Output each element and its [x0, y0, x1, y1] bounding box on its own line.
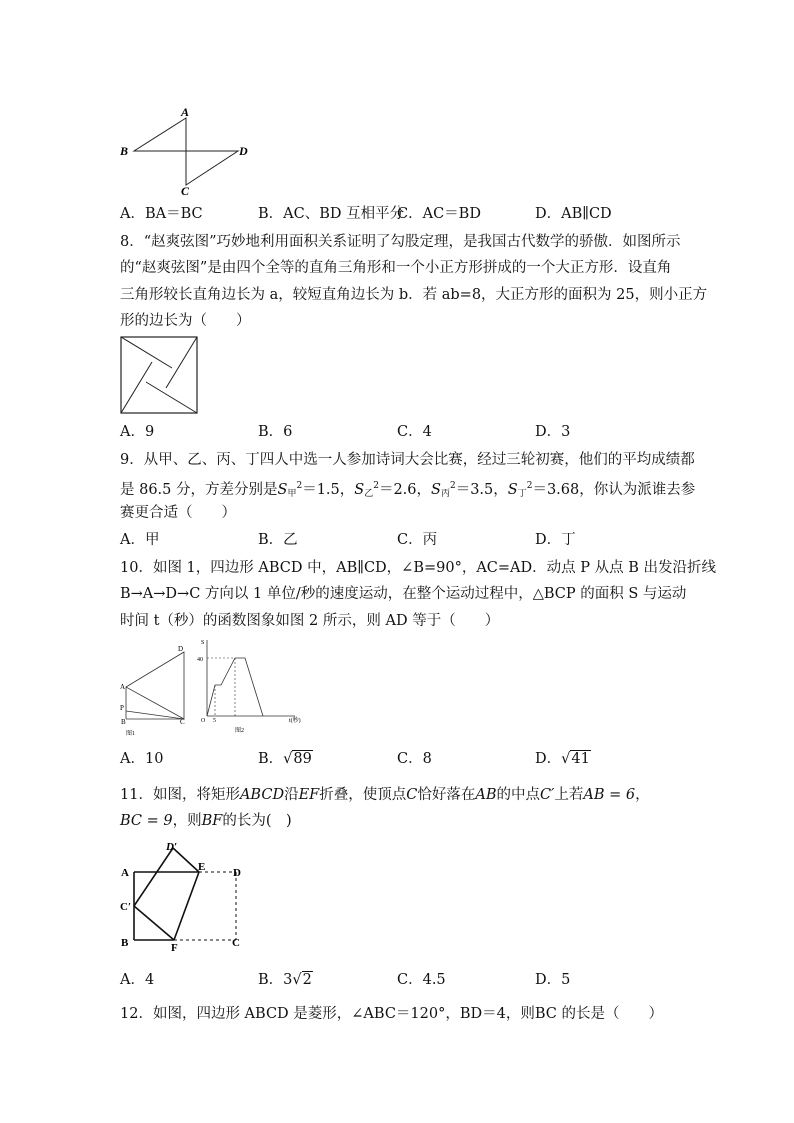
q9-line-1: 9．从甲、乙、丙、丁四人中选一人参加诗词大会比赛，经过三轮初赛，他们的平均成绩都 [120, 452, 695, 468]
axis-t-label: t(秒) [289, 718, 301, 724]
q8-line-1: 8．“赵爽弦图”巧妙地利用面积关系证明了勾股定理，是我国古代数学的骄傲．如图所示 [120, 234, 681, 250]
q10-option-d [535, 749, 591, 769]
q11-option-c: C．4.5 [397, 972, 446, 988]
q11-coef-3: 3 [283, 972, 293, 988]
q10-option-c: C．8 [397, 751, 432, 767]
label-c: C [181, 184, 190, 197]
q11-ef: EF [298, 787, 320, 803]
v-ding: ＝3.68，你认为派谁去参 [532, 482, 696, 498]
sub-jia: 甲 [287, 489, 297, 499]
q11-text-m: ， [635, 787, 650, 803]
figure-q10-graph [195, 636, 310, 740]
q11-text-b2: ，则 [172, 813, 202, 829]
q11-ab-eq: AB = 6 [583, 787, 636, 803]
q11-option-d: D．5 [535, 972, 571, 988]
q10-option-b [258, 749, 313, 769]
sub-yi: 乙 [364, 489, 374, 499]
label-f: F [171, 942, 178, 953]
q8-option-d: D．3 [535, 424, 571, 440]
label-d: D [178, 645, 184, 653]
sq-yi: 2 [373, 481, 379, 491]
q9-option-a: A．甲 [120, 532, 160, 548]
label-b: B [121, 718, 126, 726]
origin-label: O [201, 718, 206, 724]
label-d-prime: D′ [166, 841, 178, 853]
sub-bing: 丙 [440, 489, 450, 499]
q11-text-i: 的中点 [496, 787, 540, 803]
label-b: B [121, 937, 129, 949]
s-yi: S [354, 482, 365, 498]
q7-option-a: A．BA＝BC [120, 206, 203, 222]
q10-option-a: A．10 [120, 751, 164, 767]
label-d: D [233, 867, 241, 879]
v-bing: ＝3.5， [455, 482, 508, 498]
q11-option-b-prefix: B． [258, 972, 284, 988]
sqrt-41: √41 [561, 751, 590, 767]
q11-line-2 [120, 811, 292, 831]
label-a: A [120, 683, 126, 691]
sqrt-89: √89 [283, 751, 312, 767]
q11-option-a: A．4 [120, 972, 155, 988]
s-bing: S [431, 482, 441, 498]
figure-zhao-shuang-diagram [118, 335, 200, 415]
q11-text-c: 沿 [284, 787, 299, 803]
v-yi: ＝2.6， [378, 482, 432, 498]
q12-line-1: 12．如图，四边形 ABCD 是菱形，∠ABC＝120°，BD＝4，则BC 的长是（ ） [120, 1006, 663, 1022]
q10-line-1: 10．如图 1，四边形 ABCD 中，AB∥CD，∠B=90°，AC=AD．动点 P 从点 B 出发沿折线 [120, 560, 716, 576]
label-b: B [120, 144, 129, 158]
q10-option-d-prefix: D． [535, 751, 562, 767]
q11-ab: AB [475, 787, 497, 803]
q8-line-4: 形的边长为（ ） [120, 313, 251, 329]
q8-line-2: 的“赵爽弦图”是由四个全等的直角三角形和一个小正方形拼成的一个大正方形．设直角 [120, 260, 672, 276]
label-c: C [180, 718, 185, 726]
q8-option-a: A．9 [120, 424, 155, 440]
axis-s-label: S [201, 640, 205, 646]
label-a: A [121, 867, 129, 879]
label-c-prime: C′ [120, 901, 132, 913]
q11-option-b [258, 970, 313, 990]
q9-option-b: B．乙 [258, 532, 298, 548]
q11-text-d2: 的长为( ) [222, 813, 292, 829]
label-a: A [181, 105, 190, 119]
sq-ding: 2 [526, 481, 533, 491]
q11-c: C [406, 787, 418, 803]
q8-option-b: B．6 [258, 424, 293, 440]
q8-option-c: C．4 [397, 424, 432, 440]
figure-q10-quadrilateral [116, 640, 196, 740]
q7-option-c: C．AC＝BD [397, 206, 481, 222]
q11-text-a: 11．如图，将矩形 [120, 787, 240, 803]
figure-rhombus [115, 105, 260, 197]
q11-text-g: 恰好落在 [417, 787, 476, 803]
q7-option-d: D．AB∥CD [535, 206, 612, 222]
radicand-41: 41 [571, 751, 590, 767]
q11-text-k: 上若 [554, 787, 584, 803]
sq-bing: 2 [449, 481, 456, 491]
radicand-89: 89 [293, 751, 312, 767]
label-e: E [198, 861, 206, 873]
tick-40: 40 [197, 657, 203, 663]
q10-option-b-prefix: B． [258, 751, 284, 767]
label-c: C [232, 937, 240, 949]
q9-line-2 [120, 476, 695, 504]
q11-bf: BF [201, 813, 223, 829]
label-p: P [120, 704, 124, 712]
q10-line-2: B→A→D→C 方向以 1 单位/秒的速度运动，在整个运动过程中，△BCP 的面积 S 与运动 [120, 586, 687, 602]
q9-line-3: 赛更合适（ ） [120, 505, 236, 521]
sub-ding: 丁 [517, 489, 527, 499]
s-ding: S [507, 482, 518, 498]
q11-bc-eq: BC = 9 [120, 813, 173, 829]
sqrt-2: √2 [292, 972, 312, 988]
q9-intro: 是 86.5 分，方差分别是 [120, 482, 278, 498]
q11-text-e: 折叠，使顶点 [319, 787, 407, 803]
figure-1-caption: 图1 [126, 731, 136, 737]
figure-q11-fold [116, 838, 251, 953]
tick-5: 5 [213, 718, 216, 724]
q9-option-c: C．丙 [397, 532, 438, 548]
q10-line-3: 时间 t（秒）的函数图象如图 2 所示，则 AD 等于（ ） [120, 613, 500, 629]
q11-line-1 [120, 785, 650, 805]
q7-option-b: B．AC、BD 互相平分 [258, 206, 405, 222]
figure-2-caption: 图2 [235, 728, 245, 734]
radicand-2: 2 [302, 972, 312, 988]
q11-abcd: ABCD [239, 787, 285, 803]
v-jia: ＝1.5， [302, 482, 355, 498]
s-jia: S [277, 482, 288, 498]
q11-c-prime: C′ [539, 787, 555, 803]
sq-jia: 2 [296, 481, 303, 491]
q8-line-3: 三角形较长直角边长为 a，较短直角边长为 b．若 ab=8，大正方形的面积为 25，则小正方 [120, 287, 708, 303]
label-d: D [239, 144, 248, 158]
q9-option-d: D．丁 [535, 532, 576, 548]
